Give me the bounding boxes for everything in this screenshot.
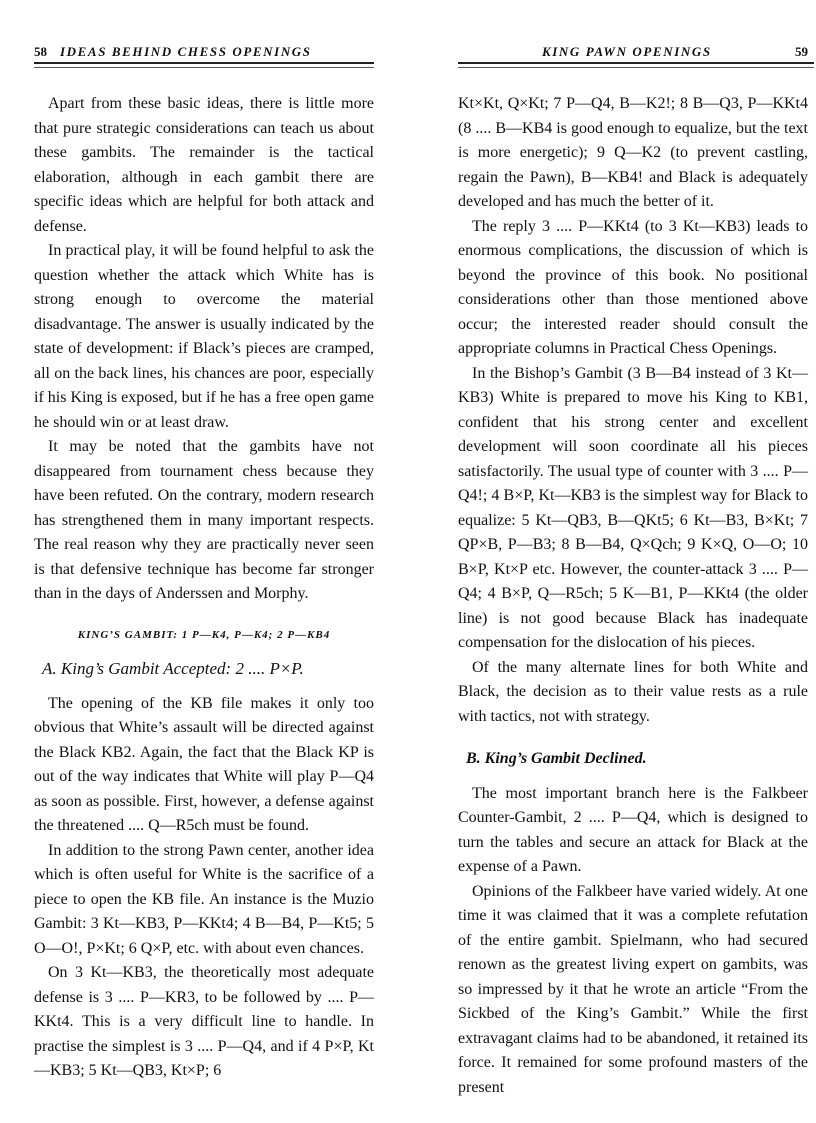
paragraph: It may be noted that the gambits have not disappeared from tournament chess because they have been refuted. On the contrary, modern research has strengthened them in many important respects. The real reason why they are practically never seen is that defensive technique has become far stronger than in the days of Anderssen and Morphy. (34, 438, 374, 602)
running-head-title: KING PAWN OPENINGS (542, 44, 712, 59)
paragraph: Kt×Kt, Q×Kt; 7 P—Q4, B—K2!; 8 B—Q3, P—KKt4 (8 .... B—KB4 is good enough to equalize, but the text is more energetic); 9 Q—K2 (to prevent castling, regain the Pawn), B—KB4! and Black is adequately developed and has much the better of it. (458, 95, 808, 210)
page-body (458, 92, 808, 1100)
paragraph: The reply 3 .... P—KKt4 (to 3 Kt—KB3) leads to enormous complications, the discussion of which is beyond the province of this book. No positional considerations other than those mentioned above occur; the interested reader should consult the appropriate columns in Practical Chess Openings. (458, 217, 808, 357)
header-rule (34, 62, 374, 68)
paragraph: Apart from these basic ideas, there is little more that pure strategic considerations can teach us about these gambits. The remainder is the tactical elaboration, although in each gambit there are specific ideas which are helpful for both attack and defense. (34, 95, 374, 235)
page-number: 59 (795, 44, 808, 59)
paragraph: In the Bishop’s Gambit (3 B—B4 instead of 3 Kt—KB3) White is prepared to move his King to KB1, confident that his strong center and excellent development will soon coordinate all his pieces satisfactorily. The usual type of counter with 3 .... P—Q4!; 4 B×P, Kt—KB3 is the simplest way for Black to equalize: 5 Kt—QB3, B—QKt5; 6 Kt—B3, B×Kt; 7 QP×B, P—B3; 8 B—B4, Q×Qch; 9 K×Q, O—O; 10 B×P, Kt×P etc. However, the counter-attack 3 .... P—Q4; 4 B×P, Q—R5ch; 5 K—B1, P—KKt4 (the older line) is not good because Black has inadequate compensation for the dislocation of his pieces. (458, 364, 808, 651)
subheading-move: 2 .... P×P. (235, 659, 304, 678)
right-page (410, 0, 816, 1123)
paragraph: Of the many alternate lines for both White and Black, the decision as to their value rests as a rule with tactics, not with strategy. (458, 658, 808, 725)
paragraph: In addition to the strong Pawn center, another idea which is often useful for White is the sacrifice of a piece to open the KB file. An instance is the Muzio Gambit: 3 Kt—KB3, P—KKt4; 4 B—B4, P—Kt5; 5 O—O!, P×Kt; 6 Q×P, etc. with about even chances. (34, 841, 374, 957)
subheading: B. King’s Gambit Declined. (466, 750, 647, 767)
page-body (34, 92, 374, 1084)
running-header (34, 44, 374, 70)
paragraph: The opening of the KB file makes it only too obvious that White’s assault will be directed against the Black KB2. Again, the fact that the Black KP is out of the way indicates that White will play P—Q4 as soon as possible. First, however, a defense against the threatened .... Q—R5ch must be found. (34, 694, 374, 834)
paragraph: Opinions of the Falkbeer have varied widely. At one time it was claimed that it was a complete refutation of the entire gambit. Spielmann, who had secured renown as the greatest living expert on gambits, was so impressed by it that he wrote an article “From the Sickbed of the King’s Gambit.” While the first extravagant claims had to be abandoned, it retained its force. It remained for some profound masters of the present (458, 882, 808, 1096)
running-head-title: IDEAS BEHIND CHESS OPENINGS (60, 44, 312, 59)
page-number: 58 (34, 44, 47, 59)
subheading (42, 657, 374, 682)
paragraph: In practical play, it will be found helpful to ask the question whether the attack which White has is strong enough to overcome the material disadvantage. The answer is usually indicated by the state of development: if Black’s pieces are cramped, all on the back lines, his chances are poor, especially if his King is exposed, but if he has a free open game he should win or at least draw. (34, 242, 374, 431)
header-rule (458, 62, 814, 68)
paragraph: The most important branch here is the Falkbeer Counter-Gambit, 2 .... P—Q4, which is designed to turn the tables and secure an attack for Black at the expense of a Pawn. (458, 784, 808, 875)
paragraph: On 3 Kt—KB3, the theoretically most adequate defense is 3 .... P—KR3, to be followed by .... P—KKt4. This is a very difficult line to handle. In practise the simplest is 3 .... P—Q4, and if 4 P×P, Kt—KB3; 5 Kt—QB3, Kt×P; 6 (34, 964, 374, 1079)
section-heading: KING’S GAMBIT: 1 P—K4, P—K4; 2 P—KB4 (77, 628, 331, 641)
running-header (458, 44, 814, 70)
subheading-label: A. King’s Gambit Accepted: (42, 659, 232, 678)
